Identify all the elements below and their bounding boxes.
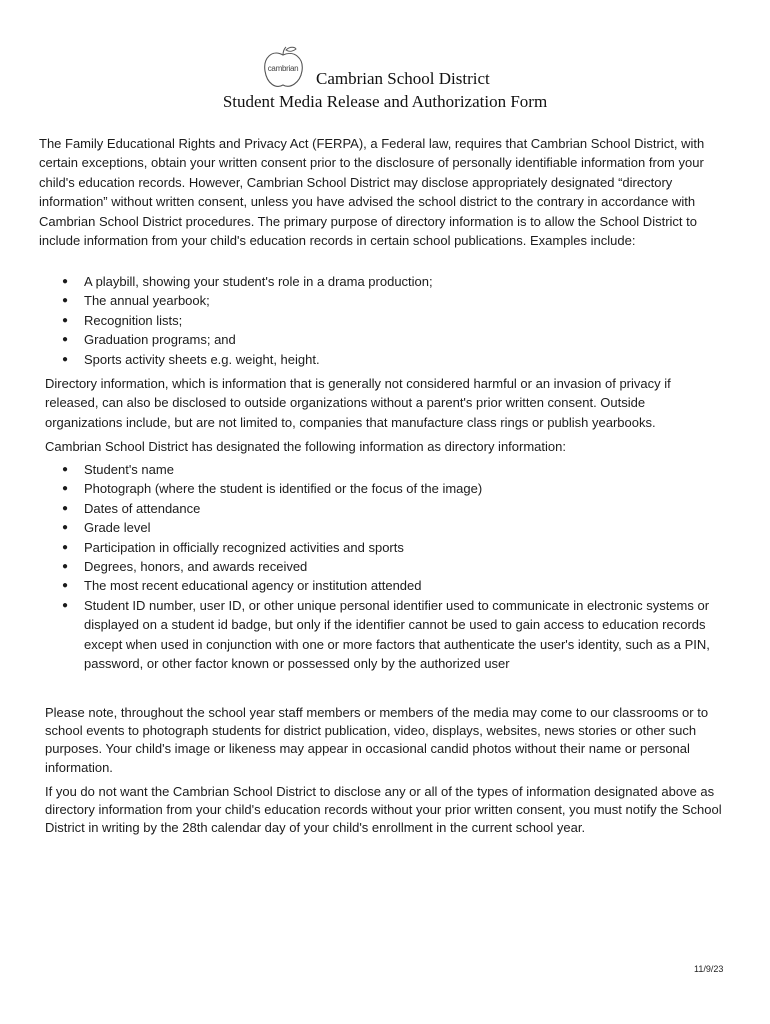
- designated-paragraph: Cambrian School District has designated the following information as directory information:: [45, 439, 566, 454]
- district-logo: [262, 46, 304, 90]
- form-title: Student Media Release and Authorization Form: [222, 92, 548, 111]
- intro-paragraph: The Family Educational Rights and Privacy Act (FERPA), a Federal law, requires that Cambrian School District, with certain exceptions, obtain your written consent prior to the disclosure of personally identifiable information from your child's education records. However, Cambrian School District may disclose appropriately designated “directory information” without written consent, unless you have advised the school district to the contrary in accordance with Cambrian School District procedures. The primary purpose of directory information is to allow the School District to include information from your child's education records in certain school publications. Examples include:: [39, 136, 705, 249]
- directory-items-list: [62, 460, 722, 673]
- list-item: ● Participation in officially recognized activities and sports: [62, 538, 722, 557]
- list-item: ● Student's name: [62, 460, 722, 479]
- list-item: ● Dates of attendance: [62, 499, 722, 518]
- opt-out-paragraph: If you do not want the Cambrian School District to disclose any or all of the types of information designated above as directory information from your child's education records without your prior written consent, you must notify the School District in writing by the 28th calendar day of your child's enrollment in the current school year.: [45, 784, 722, 836]
- list-item: ● Photograph (where the student is identified or the focus of the image): [62, 479, 722, 498]
- directory-paragraph: Directory information, which is information that is generally not considered harmful or an invasion of privacy if released, can also be disclosed to outside organizations without a parent's prior written consent. Outside organizations include, but are not limited to, companies that manufacture class rings or publish yearbooks.: [45, 376, 671, 430]
- list-item: ● Degrees, honors, and awards received: [62, 557, 722, 576]
- list-item: ● A playbill, showing your student's role in a drama production;: [62, 272, 722, 291]
- revision-date: 11/9/23: [694, 964, 724, 974]
- list-item: ● Recognition lists;: [62, 311, 722, 330]
- district-title: Cambrian School District: [316, 69, 490, 88]
- logo-wordmark: cambrian: [267, 64, 299, 73]
- media-note-paragraph: Please note, throughout the school year staff members or members of the media may come to our classrooms or to school events to photograph students for district publication, video, displays, websites, news stories or other such purposes. Your child's image or likeness may appear in occasional candid photos without their name or personal information.: [45, 705, 709, 775]
- list-item: ● Graduation programs; and: [62, 330, 722, 349]
- list-item: ● Sports activity sheets e.g. weight, height.: [62, 350, 722, 369]
- list-item: ● The annual yearbook;: [62, 291, 722, 310]
- list-item: ● Student ID number, user ID, or other unique personal identifier used to communicate in electronic systems or displayed on a student id badge, but only if the identifier cannot be used to gain access to education records except when used in conjunction with one or more factors that authenticate the user's identity, such as a PIN, password, or other factor known or possessed only by the authorized user: [62, 596, 722, 674]
- examples-list: [62, 272, 722, 369]
- list-item: ● Grade level: [62, 518, 722, 537]
- list-item: ● The most recent educational agency or institution attended: [62, 576, 722, 595]
